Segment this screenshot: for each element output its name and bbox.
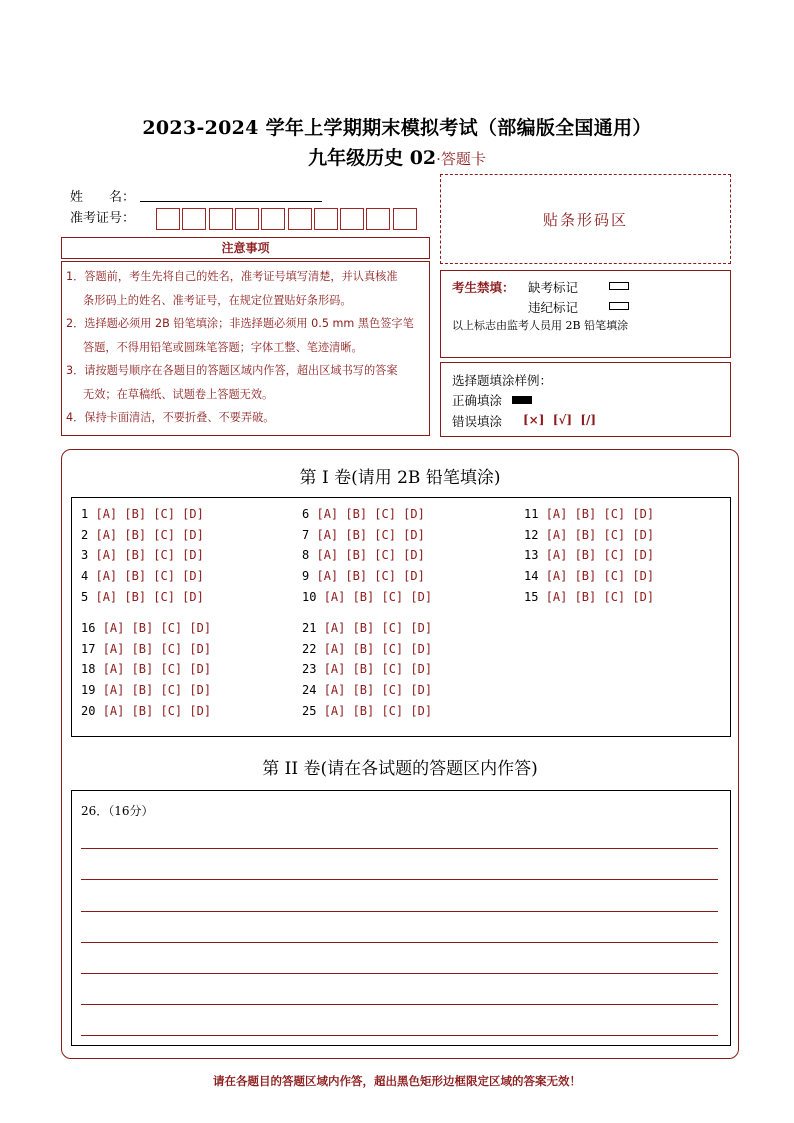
question-row <box>302 704 432 718</box>
fill-sample-box <box>440 362 731 437</box>
section2-title: 第 II 卷(请在各试题的答题区内作答) <box>262 759 538 779</box>
question-number: 17 <box>81 642 96 656</box>
exam-id-digit-box[interactable] <box>288 208 312 230</box>
answer-options[interactable]: [A] [B] [C] [D] <box>316 569 425 583</box>
question-row <box>302 662 432 676</box>
question-number: 15 <box>524 590 539 604</box>
question-row <box>302 621 432 635</box>
answer-options[interactable]: [A] [B] [C] [D] <box>323 704 433 718</box>
answer-options[interactable]: [A] [B] [C] [D] <box>323 590 433 604</box>
answer-options[interactable]: [A] [B] [C] [D] <box>102 683 212 697</box>
essay-box[interactable] <box>71 790 731 1046</box>
question-number: 12 <box>524 528 539 542</box>
question-number: 11 <box>524 507 539 521</box>
question-row <box>524 548 654 562</box>
notice-line: 条形码上的姓名、准考证号，在规定位置贴好条形码。 <box>83 293 352 307</box>
exam-title: 2023-2024 学年上学期期末模拟考试（部编版全国通用） <box>142 117 652 139</box>
question-row <box>524 590 654 604</box>
question-number: 22 <box>302 642 317 656</box>
notice-line: 答题，不得用铅笔或圆珠笔答题；字体工整、笔迹清晰。 <box>83 340 363 354</box>
exam-id-digit-box[interactable] <box>182 208 206 230</box>
question-row <box>302 548 425 562</box>
exam-id-digit-box[interactable] <box>261 208 285 230</box>
question-row <box>524 528 654 542</box>
answer-options[interactable]: [A] [B] [C] [D] <box>316 548 425 562</box>
exam-subtitle <box>0 143 794 170</box>
name-field[interactable] <box>140 201 322 202</box>
violation-label: 违纪标记 <box>528 300 579 315</box>
card-type-label: ·答题卡 <box>436 150 486 168</box>
question-row <box>81 528 204 542</box>
question-row <box>302 528 425 542</box>
question-26-label: 26．（16分） <box>81 804 154 818</box>
absent-mark-box[interactable] <box>609 282 629 290</box>
question-row <box>302 507 425 521</box>
question-number: 13 <box>524 548 539 562</box>
question-row <box>81 704 211 718</box>
answer-options[interactable]: [A] [B] [C] [D] <box>545 528 655 542</box>
banned-box <box>440 270 731 358</box>
question-number: 16 <box>81 621 96 635</box>
notice-line: 2．选择题必须用 2B 铅笔填涂；非选择题必须用 0.5 mm 黑色签字笔 <box>66 317 414 330</box>
banned-label: 考生禁填： <box>452 280 515 295</box>
question-row <box>302 642 432 656</box>
question-row <box>81 590 204 604</box>
question-number: 3 <box>81 548 89 562</box>
wrong-marks: [×] [√] [/] <box>523 413 597 427</box>
notice-line: 1．答题前，考生先将自己的姓名，准考证号填写清楚，并认真核准 <box>66 270 398 283</box>
absent-label: 缺考标记 <box>528 280 579 295</box>
answer-options[interactable]: [A] [B] [C] [D] <box>545 507 655 521</box>
answer-line <box>81 879 718 880</box>
barcode-area: 贴条形码区 <box>440 174 731 264</box>
footer-note: 请在各题目的答题区域内作答，超出黑色矩形边框限定区域的答案无效！ <box>213 1074 581 1088</box>
name-label: 姓 名： <box>70 190 136 205</box>
answer-options[interactable]: [A] [B] [C] [D] <box>95 507 204 521</box>
answer-options[interactable]: [A] [B] [C] [D] <box>102 662 212 676</box>
question-number: 6 <box>302 507 310 521</box>
question-number: 4 <box>81 569 89 583</box>
answer-options[interactable]: [A] [B] [C] [D] <box>323 621 433 635</box>
answer-options[interactable]: [A] [B] [C] [D] <box>316 528 425 542</box>
answer-options[interactable]: [A] [B] [C] [D] <box>323 683 433 697</box>
answer-options[interactable]: [A] [B] [C] [D] <box>95 528 204 542</box>
question-row <box>81 507 204 521</box>
filled-mark-icon <box>512 396 532 404</box>
question-row <box>524 569 654 583</box>
exam-id-digit-box[interactable] <box>235 208 259 230</box>
question-number: 7 <box>302 528 310 542</box>
exam-id-digit-box[interactable] <box>340 208 364 230</box>
notice-line: 无效；在草稿纸、试题卷上答题无效。 <box>83 387 274 401</box>
section1-title: 第 I 卷(请用 2B 铅笔填涂) <box>299 468 501 488</box>
question-row <box>81 548 204 562</box>
answer-options[interactable]: [A] [B] [C] [D] <box>95 548 204 562</box>
wrong-label: 错误填涂 <box>452 414 503 429</box>
answer-line <box>81 1004 718 1005</box>
question-number: 1 <box>81 507 89 521</box>
answer-options[interactable]: [A] [B] [C] [D] <box>545 569 655 583</box>
answer-options[interactable]: [A] [B] [C] [D] <box>95 569 204 583</box>
question-row <box>81 621 211 635</box>
question-number: 19 <box>81 683 96 697</box>
question-row <box>302 569 425 583</box>
question-number: 20 <box>81 704 96 718</box>
exam-id-digit-box[interactable] <box>366 208 390 230</box>
banned-note: 以上标志由监考人员用 2B 铅笔填涂 <box>452 319 629 332</box>
question-number: 24 <box>302 683 317 697</box>
answer-options[interactable]: [A] [B] [C] [D] <box>545 548 655 562</box>
correct-label: 正确填涂 <box>452 393 503 408</box>
answer-options[interactable]: [A] [B] [C] [D] <box>545 590 655 604</box>
answer-line <box>81 942 718 943</box>
question-row <box>302 683 432 697</box>
question-row <box>81 642 211 656</box>
notice-line: 4．保持卡面清洁，不要折叠、不要弄破。 <box>66 411 275 424</box>
question-number: 23 <box>302 662 317 676</box>
answer-line <box>81 973 718 974</box>
question-row <box>524 507 654 521</box>
answer-line <box>81 848 718 849</box>
question-row <box>81 683 211 697</box>
subject-label: 九年级历史 02 <box>308 147 437 169</box>
question-number: 8 <box>302 548 310 562</box>
answer-options[interactable]: [A] [B] [C] [D] <box>102 621 212 635</box>
question-number: 5 <box>81 590 89 604</box>
question-number: 10 <box>302 590 317 604</box>
id-label: 准考证号： <box>70 211 136 226</box>
answer-options[interactable]: [A] [B] [C] [D] <box>102 704 212 718</box>
notice-heading: 注意事项 <box>61 237 430 259</box>
answer-options[interactable]: [A] [B] [C] [D] <box>316 507 425 521</box>
exam-id-digit-box[interactable] <box>156 208 180 230</box>
question-row <box>81 662 211 676</box>
question-number: 18 <box>81 662 96 676</box>
question-row <box>302 590 432 604</box>
answer-options[interactable]: [A] [B] [C] [D] <box>102 642 212 656</box>
question-number: 14 <box>524 569 539 583</box>
answer-options[interactable]: [A] [B] [C] [D] <box>95 590 204 604</box>
exam-id-digit-box[interactable] <box>209 208 233 230</box>
exam-id-digit-box[interactable] <box>393 208 417 230</box>
exam-id-digit-box[interactable] <box>314 208 338 230</box>
question-row <box>81 569 204 583</box>
sample-heading: 选择题填涂样例： <box>452 373 553 388</box>
answer-options[interactable]: [A] [B] [C] [D] <box>323 642 433 656</box>
violation-mark-box[interactable] <box>609 302 629 310</box>
notice-line: 3．请按题号顺序在各题目的答题区域内作答，超出区域书写的答案 <box>66 364 398 377</box>
question-number: 21 <box>302 621 317 635</box>
answer-options[interactable]: [A] [B] [C] [D] <box>323 662 433 676</box>
answer-line <box>81 911 718 912</box>
question-number: 9 <box>302 569 310 583</box>
answer-line <box>81 1035 718 1036</box>
question-number: 25 <box>302 704 317 718</box>
notice-box <box>61 261 430 436</box>
question-number: 2 <box>81 528 89 542</box>
